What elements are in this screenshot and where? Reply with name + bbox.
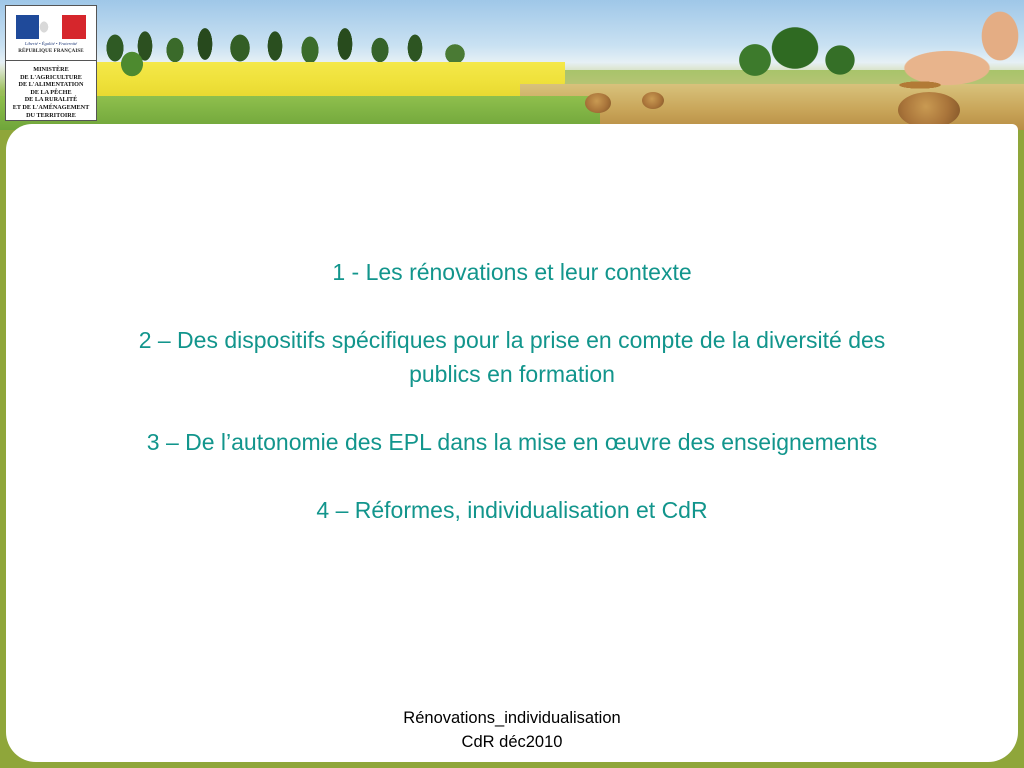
hay-bale <box>642 92 664 109</box>
republic-name: RÉPUBLIQUE FRANÇAISE <box>18 49 84 54</box>
outline-list <box>0 255 1024 527</box>
outline-item-1: 1 - Les rénovations et leur contexte <box>332 259 692 285</box>
banner-treeline <box>95 20 495 68</box>
banner-tree <box>112 44 152 90</box>
ministry-logo <box>5 5 97 121</box>
outline-item-3: 3 – De l’autonomie des EPL dans la mise en œuvre des enseignements <box>146 429 878 455</box>
outline-item-4: 4 – Réformes, individualisation et CdR <box>316 497 708 523</box>
banner-tree-group <box>715 14 875 90</box>
outline-item-2: 2 – Des dispositifs spécifiques pour la prise en compte de la diversité des publics en formation <box>138 327 886 387</box>
footer-title: Rénovations_individualisation <box>403 709 621 727</box>
marianne-icon <box>36 18 52 36</box>
republic-motto: Liberté • Égalité • Fraternité <box>24 41 78 46</box>
hay-bale <box>585 93 611 113</box>
slide-footer <box>0 706 1024 754</box>
header-banner-image <box>0 0 1024 130</box>
seeds-image <box>885 78 955 92</box>
footer-date: CdR déc2010 <box>461 733 563 751</box>
republic-emblem <box>6 6 96 61</box>
ministry-name: MINISTÈRE DE L'AGRICULTURE DE L'ALIMENTATION DE LA PÊCHE DE LA RURALITÉ ET DE L'AMÉNAGEMENT DU TERRITOIRE <box>12 66 90 119</box>
